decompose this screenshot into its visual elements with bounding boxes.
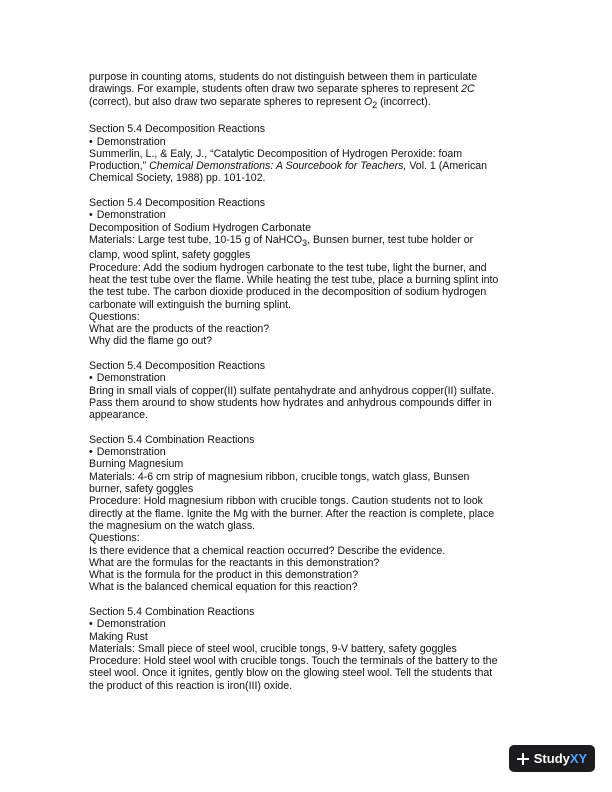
intro-paragraph	[89, 71, 529, 111]
questions-label: Questions:	[89, 310, 140, 323]
procedure-line: the test tube. The carbon dioxide produced in the decomposition of sodium hydrogen	[89, 286, 487, 299]
materials-line: Materials: Small piece of steel wool, crucible tongs, 9-V battery, safety goggles	[89, 642, 457, 655]
demo-title: Burning Magnesium	[89, 458, 184, 471]
materials-line: Materials: 4-6 cm strip of magnesium ribbon, crucible tongs, watch glass, Bunsen	[89, 470, 470, 483]
procedure-line: carbonate will extinguish the burning splint.	[89, 298, 291, 311]
bullet-item: • Demonstration	[89, 209, 529, 221]
demo-title: Making Rust	[89, 630, 148, 643]
procedure-line: Procedure: Add the sodium hydrogen carbonate to the test tube, light the burner, and	[89, 261, 487, 274]
materials-line: burner, safety goggles	[89, 483, 194, 496]
brand-name: Study	[533, 751, 570, 766]
text-line: drawings. For example, students often draw two separate spheres to represent 2C	[89, 83, 475, 96]
materials-line: clamp, wood splint, safety goggles	[89, 249, 251, 262]
text-line: Pass them around to show students how hydrates and anhydrous compounds differ in	[89, 396, 492, 409]
section-heading: Section 5.4 Decomposition Reactions	[89, 360, 266, 373]
section-heading: Section 5.4 Combination Reactions	[89, 433, 255, 446]
section-heading: Section 5.4 Decomposition Reactions	[89, 123, 266, 136]
citation-line: Production,” Chemical Demonstrations: A Sourcebook for Teachers, Vol. 1 (American	[89, 160, 488, 173]
section-heading: Section 5.4 Decomposition Reactions	[89, 197, 266, 210]
bullet-item: • Demonstration	[89, 618, 529, 630]
procedure-line: heat the test tube over the flame. While heating the test tube, place a burning splint into	[89, 273, 499, 286]
question-line: What is the balanced chemical equation for this reaction?	[89, 581, 358, 594]
section-hydrogen-peroxide	[89, 123, 529, 184]
procedure-line: the magnesium on the watch glass.	[89, 519, 256, 532]
bullet-item: • Demonstration	[89, 136, 529, 148]
citation-line: Summerlin, L., & Ealy, J., “Catalytic Decomposition of Hydrogen Peroxide: foam	[89, 147, 463, 160]
plus-icon	[517, 753, 529, 765]
procedure-line: steel wool. Once it ignites, gently blow on the glowing steel wool. Tell the students that	[89, 667, 493, 680]
citation-line: Chemical Society, 1988) pp. 101-102.	[89, 172, 266, 185]
question-line: Why did the flame go out?	[89, 335, 213, 348]
materials-line: Materials: Large test tube, 10-15 g of NaHCO$_3$, Bunsen burner, test tube holder or	[89, 233, 474, 249]
section-burning-magnesium	[89, 434, 529, 594]
text-line: appearance.	[89, 409, 148, 422]
bullet-item: • Demonstration	[89, 372, 529, 384]
text-line: (correct), but also draw two separate spheres to represent $O_2$ (incorrect).	[89, 95, 431, 110]
section-copper-sulfate	[89, 360, 529, 421]
brand-accent: XY	[569, 751, 588, 766]
question-line: What are the formulas for the reactants in this demonstration?	[89, 556, 380, 569]
text-line: Bring in small vials of copper(II) sulfate pentahydrate and anhydrous copper(II) sulfate.	[89, 384, 495, 397]
procedure-line: directly at the flame. Ignite the Mg with the burner. After the reaction is complete, place	[89, 507, 495, 520]
bullet-item: • Demonstration	[89, 446, 529, 458]
procedure-line: Procedure: Hold magnesium ribbon with crucible tongs. Caution students not to look	[89, 495, 483, 508]
procedure-line: Procedure: Hold steel wool with crucible tongs. Touch the terminals of the battery to the	[89, 655, 498, 668]
text-line: purpose in counting atoms, students do not distinguish between them in particulate	[89, 71, 478, 83]
section-making-rust	[89, 606, 529, 692]
question-line: Is there evidence that a chemical reaction occurred? Describe the evidence.	[89, 544, 446, 557]
section-sodium-hydrogen-carbonate	[89, 197, 529, 348]
questions-label: Questions:	[89, 532, 140, 545]
section-heading: Section 5.4 Combination Reactions	[89, 605, 255, 618]
procedure-line: the product of this reaction is iron(III) oxide.	[89, 679, 293, 692]
question-line: What is the formula for the product in this demonstration?	[89, 569, 359, 582]
studyxy-badge[interactable]	[509, 745, 595, 772]
document-page	[89, 71, 529, 692]
demo-title: Decomposition of Sodium Hydrogen Carbonate	[89, 221, 312, 234]
question-line: What are the products of the reaction?	[89, 323, 270, 336]
